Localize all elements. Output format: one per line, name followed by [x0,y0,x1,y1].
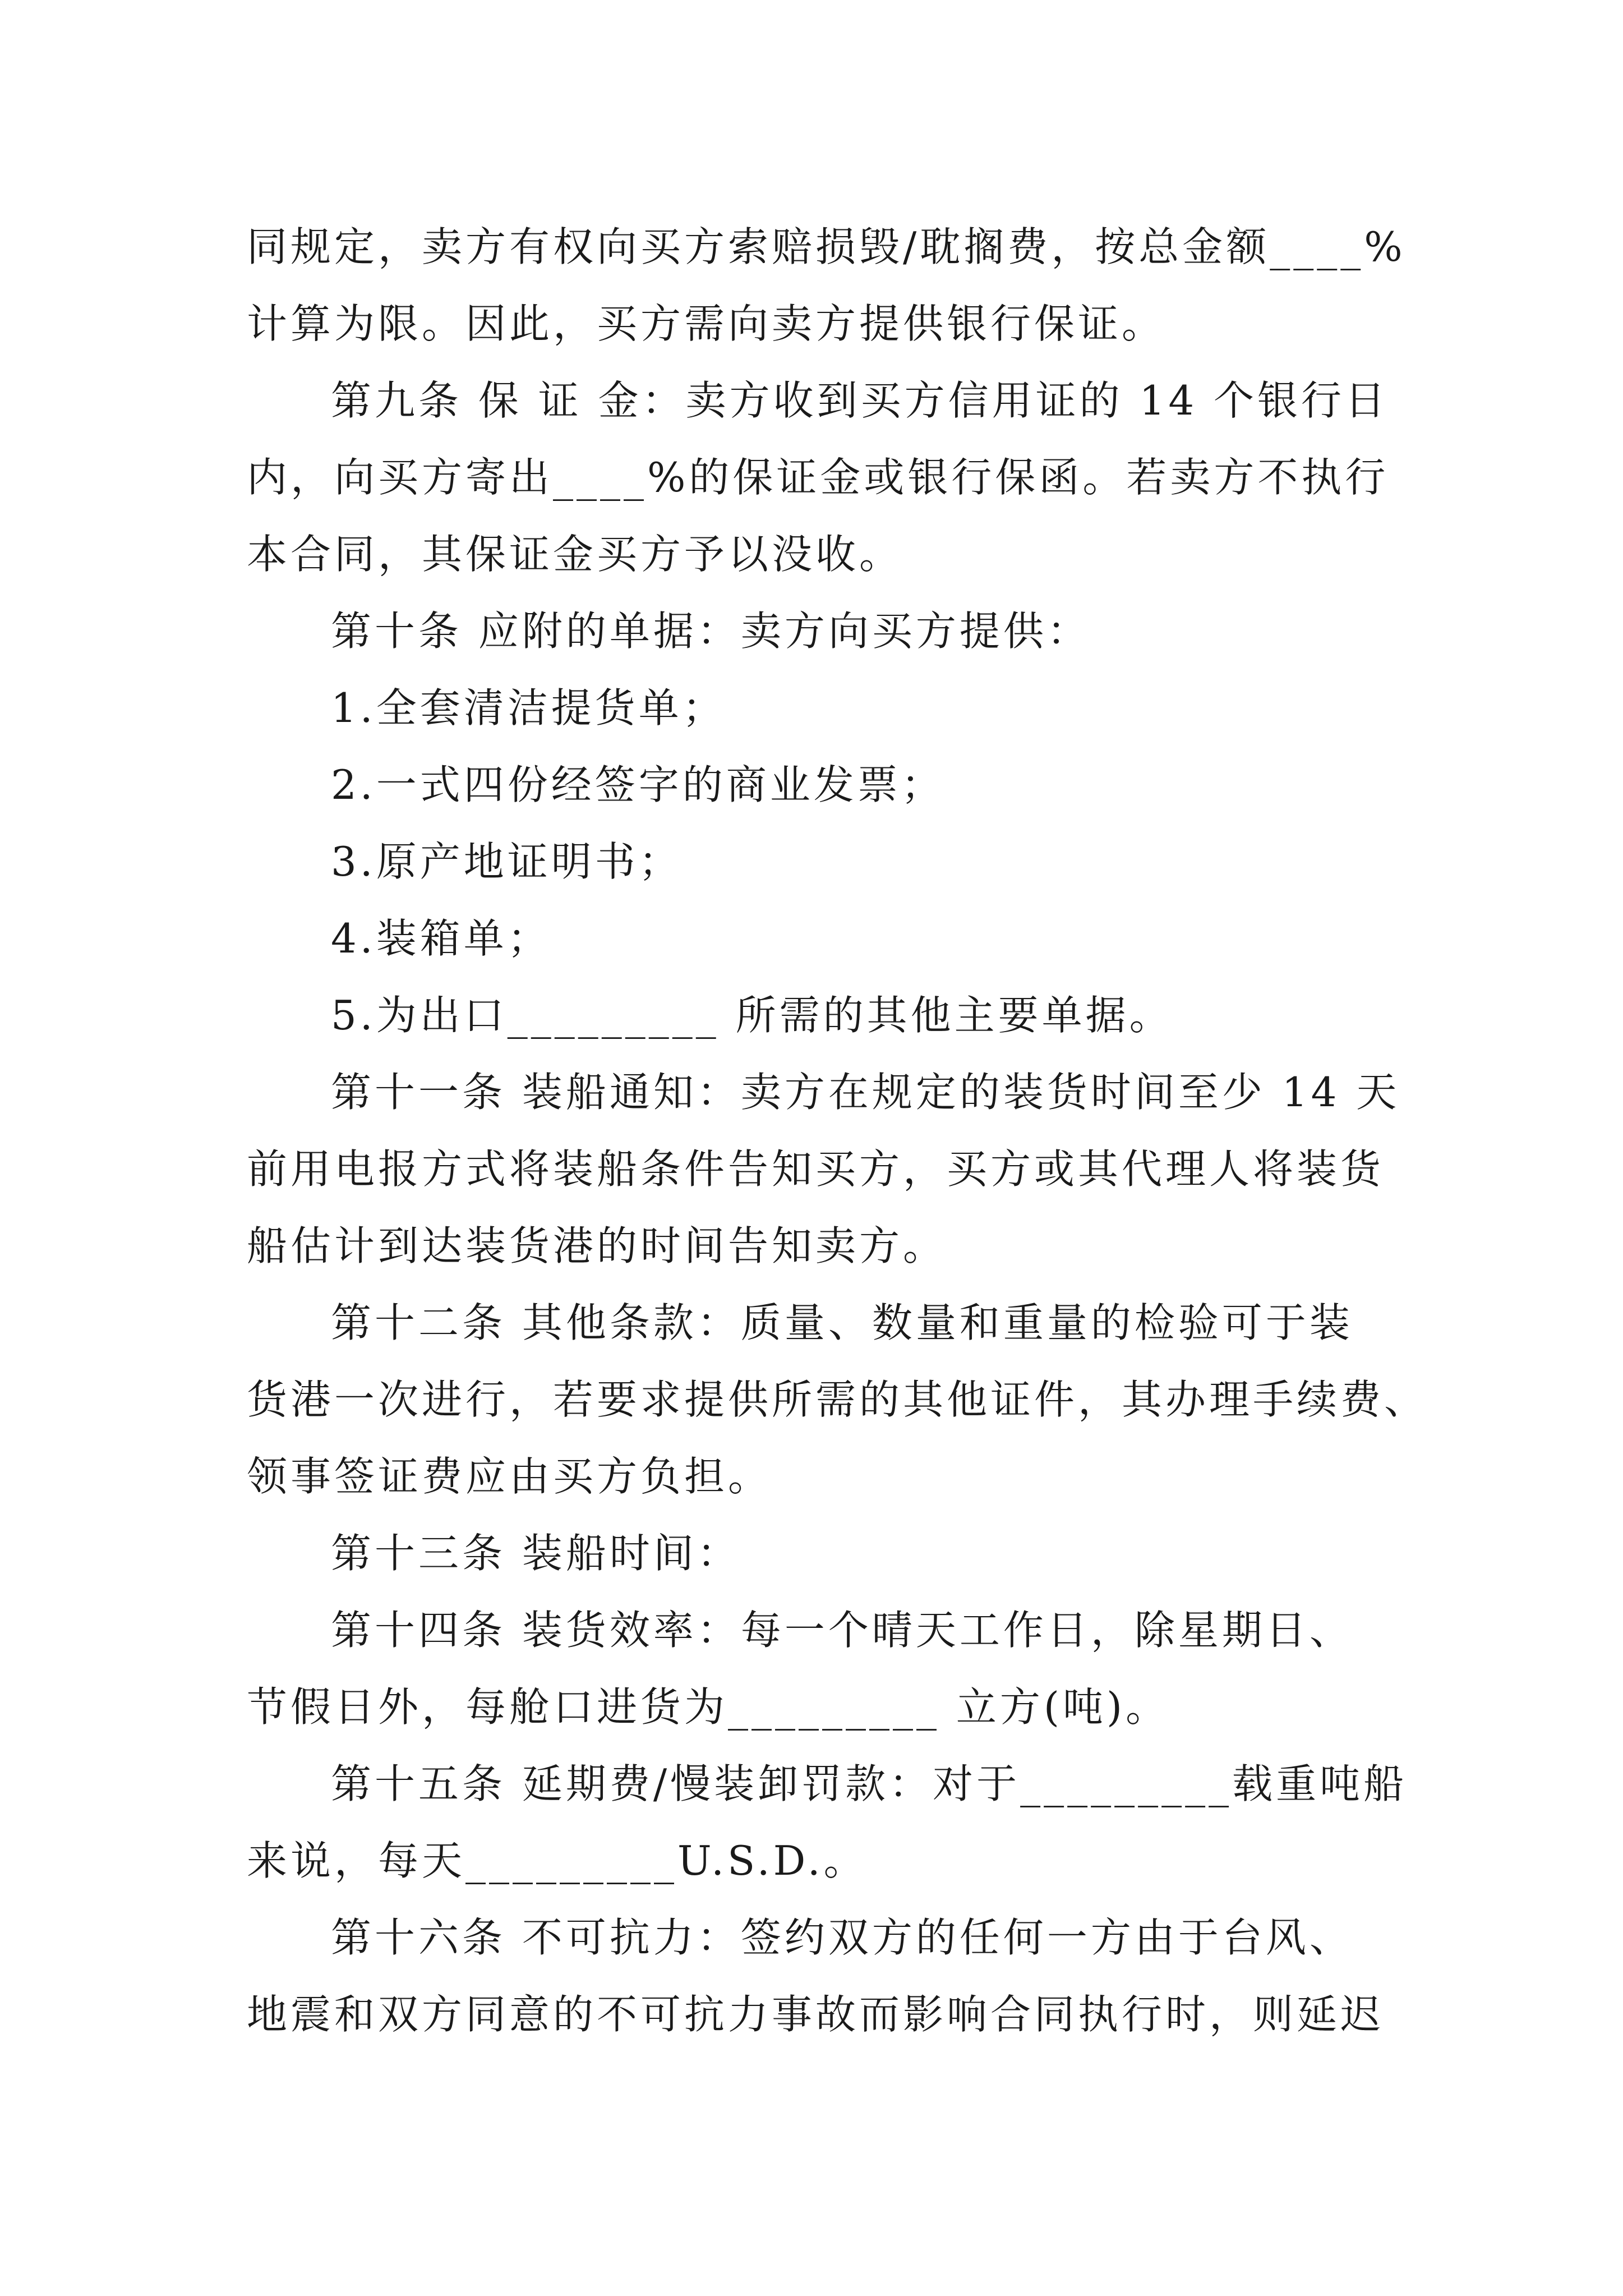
text-line: 地震和双方同意的不可抗力事故而影响合同执行时，则延迟 [247,1991,1385,2038]
text-line: 节假日外，每舱口进货为_________ 立方(吨)。 [247,1683,1170,1731]
clause-11-line: 第十一条 装船通知：卖方在规定的装货时间至少 14 天 [331,1069,1400,1116]
list-item: 2.一式四份经签字的商业发票； [331,761,945,808]
list-item: 4.装箱单； [331,915,551,962]
clause-9-line: 第九条 保 证 金：卖方收到买方信用证的 14 个银行日 [331,377,1389,424]
clause-10-line: 第十条 应附的单据：卖方向买方提供： [331,608,1091,655]
list-item: 5.为出口_________ 所需的其他主要单据。 [331,992,1173,1039]
clause-12-line: 第十二条 其他条款：质量、数量和重量的检验可于装 [331,1299,1353,1346]
text-line: 前用电报方式将装船条件告知买方，买方或其代理人将装货 [247,1145,1385,1193]
clause-15-line: 第十五条 延期费/慢装卸罚款：对于_________载重吨船 [331,1760,1408,1807]
list-item: 1.全套清洁提货单； [331,684,726,731]
text-line: 货港一次进行，若要求提供所需的其他证件，其办理手续费、 [247,1376,1428,1423]
text-line: 计算为限。因此，买方需向卖方提供银行保证。 [247,300,1166,347]
text-line: 来说，每天_________U.S.D.。 [247,1837,868,1884]
text-line: 领事签证费应由买方负担。 [247,1453,772,1500]
text-line: 船估计到达装货港的时间告知卖方。 [247,1222,947,1269]
clause-14-line: 第十四条 装货效率：每一个晴天工作日，除星期日、 [331,1607,1353,1654]
list-item: 3.原产地证明书； [331,838,683,885]
text-line: 内，向买方寄出____%的保证金或银行保函。若卖方不执行 [247,454,1389,501]
clause-13-line: 第十三条 装船时间： [331,1530,741,1577]
text-line: 本合同，其保证金买方予以没收。 [247,531,903,578]
clause-16-line: 第十六条 不可抗力：签约双方的任何一方由于台风、 [331,1914,1353,1961]
text-line: 同规定，卖方有权向买方索赔损毁/耽搁费，按总金额____% [247,223,1406,270]
document-body [247,209,1428,2053]
